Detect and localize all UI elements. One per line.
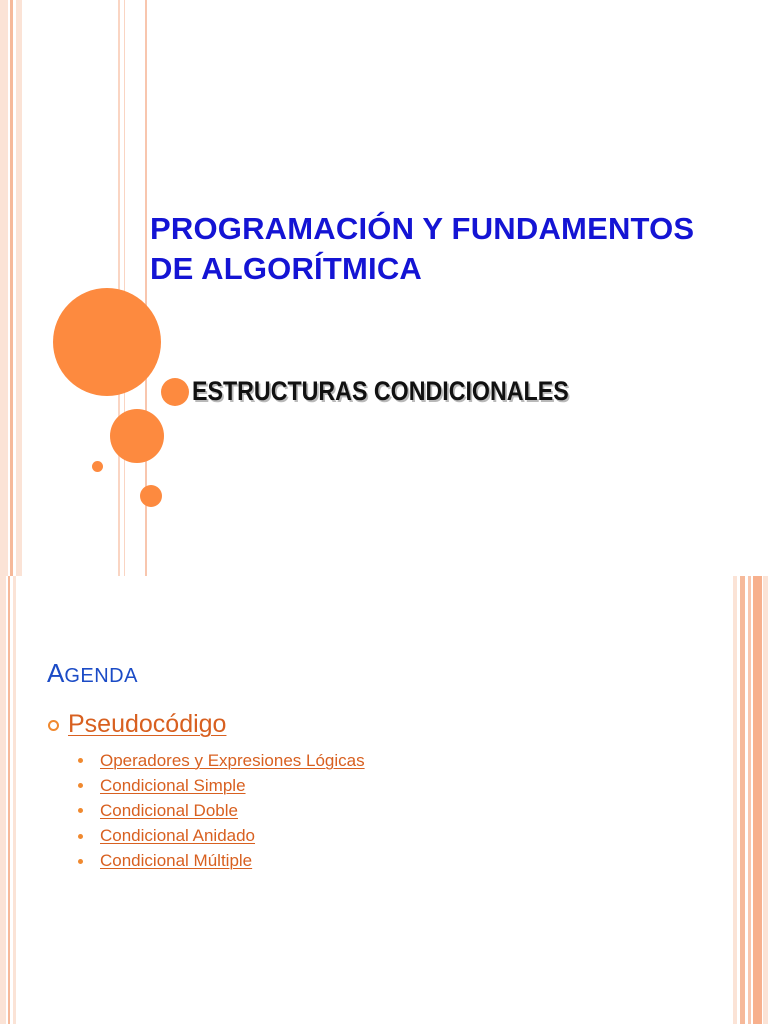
bullet-dot-icon [78,808,83,813]
decorative-circle-small [161,378,189,406]
agenda-sublink-condicional-simple[interactable]: Condicional Simple [100,775,246,795]
decorative-bar [748,576,751,1024]
agenda-slide [0,576,768,1024]
decorative-bar [733,576,737,1024]
list-item [78,748,365,773]
agenda-subitems [78,748,365,874]
decorative-bar [753,576,762,1024]
decorative-bar [16,0,22,576]
agenda-heading-initial: A [47,658,65,688]
slide-title-line1: PROGRAMACIÓN Y FUNDAMENTOS [150,211,695,246]
bullet-dot-icon [78,783,83,788]
decorative-bar [10,0,13,576]
decorative-bar [8,576,10,1024]
list-item [78,824,365,849]
decorative-bar [0,576,6,1024]
list-item [78,849,365,874]
ring-bullet-icon [48,720,59,731]
decorative-bar [13,576,16,1024]
bullet-dot-icon [78,758,83,763]
list-item [78,798,365,823]
decorative-circle-medium [110,409,164,463]
list-item [78,773,365,798]
agenda-item [48,710,226,739]
slide-title [150,209,760,289]
agenda-sublink-condicional-doble[interactable]: Condicional Doble [100,800,238,820]
bullet-dot-icon [78,859,83,864]
decorative-bar [124,0,125,576]
agenda-link-pseudocodigo[interactable]: Pseudocódigo [68,710,227,738]
decorative-bar [740,576,745,1024]
agenda-sublink-condicional-multiple[interactable]: Condicional Múltiple [100,851,253,871]
bullet-dot-icon [78,834,83,839]
decorative-circle-tiny [92,461,103,472]
agenda-sublink-operadores[interactable]: Operadores y Expresiones Lógicas [100,750,365,770]
decorative-bar [118,0,120,576]
agenda-sublink-condicional-anidado[interactable]: Condicional Anidado [100,826,256,846]
decorative-circle-small [140,485,162,507]
slide-title-line2: DE ALGORÍTMICA [150,251,423,286]
agenda-heading-rest: GENDA [64,665,138,687]
decorative-circle-large [53,288,161,396]
decorative-bar [0,0,8,576]
slide-subtitle: ESTRUCTURAS CONDICIONALES [192,376,569,406]
decorative-bar [763,576,768,1024]
agenda-heading [47,657,138,692]
